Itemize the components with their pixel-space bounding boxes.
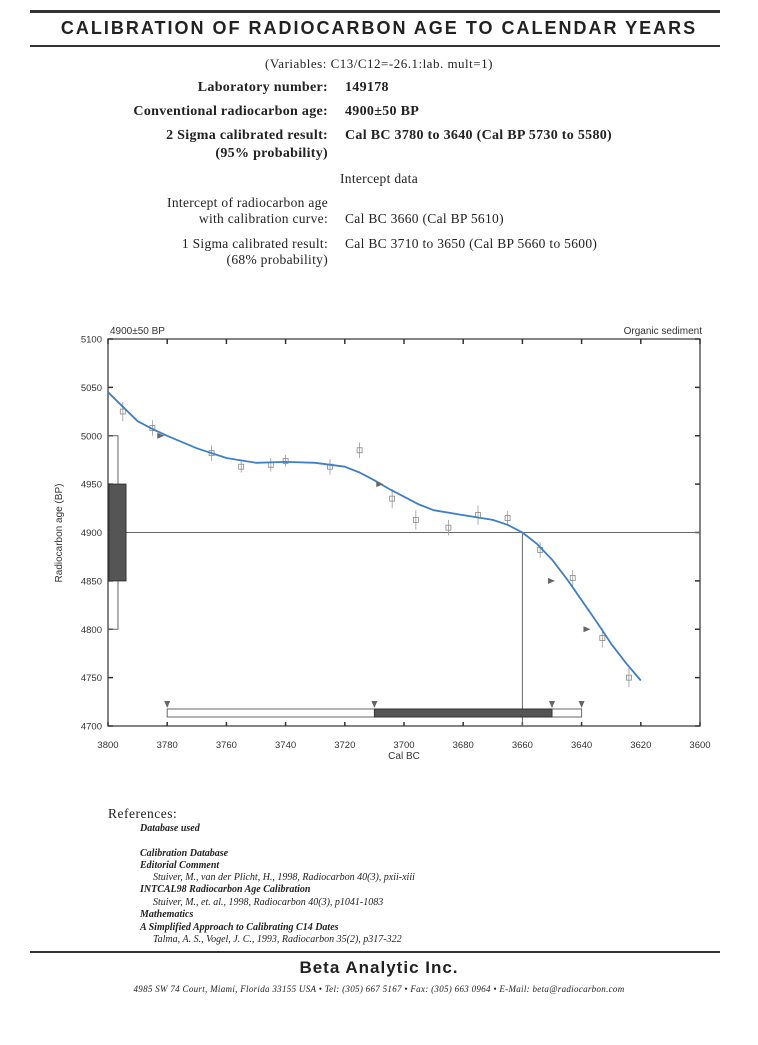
x-axis-label: Cal BC (388, 751, 420, 762)
y-tick-label: 5100 (80, 334, 102, 346)
x-tick-label: 3700 (393, 740, 415, 751)
calibration-chart (0, 320, 758, 770)
lab-number-value: 149178 (345, 80, 389, 95)
page-title: CALIBRATION OF RADIOCARBON AGE TO CALENDAR YEARS (60, 18, 698, 38)
sigma2-label: 2 Sigma calibrated result: (166, 128, 328, 143)
data-points (120, 402, 631, 687)
y-tick-label: 4950 (80, 479, 102, 491)
y-tick-label: 4900 (80, 528, 102, 539)
x-tick-label: 3780 (156, 740, 178, 751)
x-tick-label: 3640 (571, 740, 593, 751)
x-tick-label: 3620 (630, 740, 652, 751)
curve-arrow (548, 578, 555, 584)
guide-lines (108, 436, 700, 726)
one-sigma-range-bar (374, 709, 552, 717)
range-marker (549, 701, 555, 708)
ref-mathematics: Mathematics (140, 909, 194, 920)
variables-line: (Variables: C13/C12=-26.1:lab. mult=1) (265, 56, 493, 71)
ref-simplified-approach-citation: Talma, A. S., Vogel, J. C., 1993, Radiocarbon 35(2), p317-322 (153, 934, 402, 945)
ref-editorial-comment: Editorial Comment (140, 860, 220, 871)
top-rule (30, 10, 720, 13)
x-tick-label: 3680 (452, 740, 474, 751)
sigma1-prob: (68% probability) (226, 252, 328, 267)
x-tick-label: 3740 (275, 740, 297, 751)
lab-number-label: Laboratory number: (197, 80, 328, 95)
y-tick-label: 5050 (80, 382, 102, 394)
title-rule (30, 45, 720, 47)
y-axis-ticks (81, 335, 700, 733)
chart-top-left-label: 4900±50 BP (110, 326, 165, 337)
intercept-heading: Intercept data (339, 171, 419, 186)
conv-age-label: Conventional radiocarbon age: (133, 104, 328, 119)
one-sigma-age-band (109, 484, 126, 581)
x-tick-label: 3760 (215, 740, 237, 751)
x-tick-label: 3660 (511, 740, 533, 751)
x-tick-label: 3600 (689, 740, 711, 751)
curve-arrow (376, 481, 383, 487)
company-address: 4985 SW 74 Court, Miami, Florida 33155 USA • Tel: (305) 667 5167 • Fax: (305) 663 0964 • E-Mail: beta@radiocarbon.com (133, 984, 625, 994)
footer-rule (30, 951, 720, 953)
intercept-value: Cal BC 3660 (Cal BP 5610) (345, 211, 504, 226)
chart-top-right-label: Organic sediment (623, 326, 702, 337)
y-tick-label: 4750 (80, 673, 102, 685)
ref-intcal98-citation: Stuiver, M., et. al., 1998, Radiocarbon 40(3), p1041-1083 (153, 897, 384, 908)
sigma1-label: 1 Sigma calibrated result: (181, 236, 328, 251)
ref-simplified-approach: A Simplified Approach to Calibrating C14 Dates (140, 922, 339, 933)
y-tick-label: 4800 (80, 624, 102, 636)
intercept-label-2: with calibration curve: (198, 211, 328, 226)
y-tick-label: 4700 (80, 721, 102, 733)
x-tick-label: 3720 (334, 740, 356, 751)
calibrated-ranges (164, 701, 584, 717)
ref-intcal98: INTCAL98 Radiocarbon Age Calibration (140, 884, 311, 895)
y-axis-label: Radiocarbon age (BP) (54, 483, 65, 583)
y-tick-label: 4850 (80, 576, 102, 588)
range-marker (371, 701, 377, 708)
intercept-label-1: Intercept of radiocarbon age (167, 195, 328, 210)
sigma2-prob: (95% probability) (215, 146, 328, 161)
x-tick-label: 3800 (97, 740, 119, 751)
calibration-curve-line (108, 392, 641, 680)
sigma1-value: Cal BC 3710 to 3650 (Cal BP 5660 to 5600) (345, 236, 598, 251)
y-tick-label: 5000 (80, 431, 102, 443)
ref-editorial-comment-citation: Stuiver, M., van der Plicht, H., 1998, Radiocarbon 40(3), pxii-xiii (153, 872, 415, 883)
calibration-curve (108, 392, 641, 680)
references-heading: References: (108, 806, 178, 821)
curve-arrow (583, 626, 590, 632)
range-marker (579, 701, 585, 708)
ref-database-used: Database used (140, 823, 200, 834)
company-name: Beta Analytic Inc. (299, 958, 459, 977)
sigma2-value: Cal BC 3780 to 3640 (Cal BP 5730 to 5580) (345, 128, 613, 143)
conv-age-value: 4900±50 BP (345, 104, 420, 119)
ref-calibration-database: Calibration Database (140, 848, 229, 859)
x-axis-ticks (97, 339, 710, 751)
range-marker (164, 701, 170, 708)
